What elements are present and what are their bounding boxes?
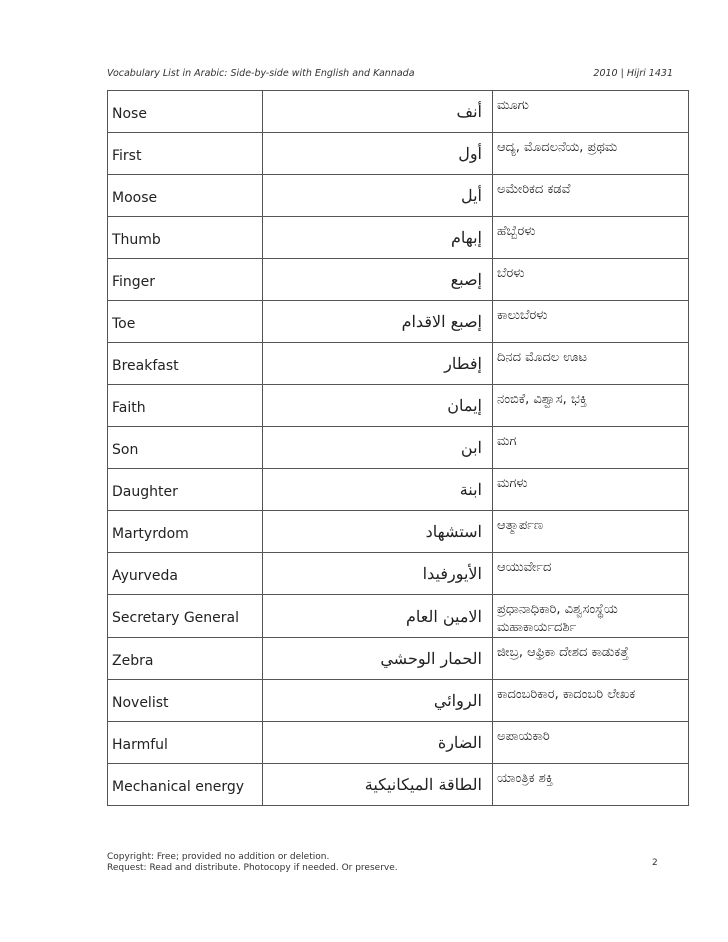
arabic-term: إيمان: [263, 385, 493, 427]
english-term: Nose: [108, 91, 263, 133]
arabic-term: الروائي: [263, 680, 493, 722]
english-term: Moose: [108, 175, 263, 217]
arabic-term: إفطار: [263, 343, 493, 385]
english-term: Zebra: [108, 638, 263, 680]
arabic-term: أيل: [263, 175, 493, 217]
arabic-term: إصبع: [263, 259, 493, 301]
table-row: [108, 217, 689, 259]
kannada-term: ಯಾಂತ್ರಿಕ ಶಕ್ತಿ: [493, 764, 689, 806]
arabic-term: الحمار الوحشي: [263, 638, 493, 680]
english-term: Harmful: [108, 722, 263, 764]
arabic-term: إصبع الاقدام: [263, 301, 493, 343]
kannada-term: ಅಪಾಯಕಾರಿ: [493, 722, 689, 764]
kannada-term: ಮಗ: [493, 427, 689, 469]
kannada-term: ಹೆಬ್ಬೆರಳು: [493, 217, 689, 259]
table-row: [108, 427, 689, 469]
header-date: 2010 | Hijri 1431: [593, 68, 673, 79]
table-row: [108, 91, 689, 133]
kannada-term: ಕಾದಂಬರಿಕಾರ, ಕಾದಂಬರಿ ಲೇಖಕ: [493, 680, 689, 722]
header-title: Vocabulary List in Arabic: Side-by-side with English and Kannada: [107, 68, 415, 79]
table-row: [108, 511, 689, 553]
kannada-term: ಜೀಬ್ರ, ಆಫ್ರಿಕಾ ದೇಶದ ಕಾಡುಕತ್ತೆ: [493, 638, 689, 680]
footer-request: Request: Read and distribute. Photocopy if needed. Or preserve.: [107, 863, 398, 873]
english-term: Martyrdom: [108, 511, 263, 553]
english-term: First: [108, 133, 263, 175]
table-row: [108, 764, 689, 806]
english-term: Son: [108, 427, 263, 469]
table-row: [108, 638, 689, 680]
kannada-term: ಮಗಳು: [493, 469, 689, 511]
english-term: Daughter: [108, 469, 263, 511]
kannada-term: ಮೂಗು: [493, 91, 689, 133]
english-term: Secretary General: [108, 595, 263, 638]
arabic-term: أول: [263, 133, 493, 175]
kannada-term: ಆಯುರ್ವೇದ: [493, 553, 689, 595]
page-footer: [107, 852, 398, 874]
english-term: Faith: [108, 385, 263, 427]
table-row: [108, 680, 689, 722]
english-term: Ayurveda: [108, 553, 263, 595]
vocabulary-table-body: [108, 91, 689, 806]
page-number: 2: [652, 858, 658, 868]
arabic-term: أنف: [263, 91, 493, 133]
arabic-term: ابن: [263, 427, 493, 469]
kannada-term: ದಿನದ ಮೊದಲ ಊಟ: [493, 343, 689, 385]
kannada-term: ನಂಬಿಕೆ, ವಿಶ್ವಾಸ, ಭಕ್ತಿ: [493, 385, 689, 427]
arabic-term: استشهاد: [263, 511, 493, 553]
english-term: Breakfast: [108, 343, 263, 385]
kannada-term: ಆದ್ಯ, ಮೊದಲನೆಯ, ಪ್ರಥಮ: [493, 133, 689, 175]
arabic-term: الامين العام: [263, 595, 493, 638]
table-row: [108, 722, 689, 764]
kannada-term: ಪ್ರಧಾನಾಧಿಕಾರಿ, ವಿಶ್ವಸಂಸ್ಥೆಯ ಮಹಾಕಾರ್ಯದರ್ಶಿ: [493, 595, 689, 638]
arabic-term: الأيورفيدا: [263, 553, 493, 595]
table-row: [108, 553, 689, 595]
page-header: [107, 68, 673, 84]
arabic-term: الضارة: [263, 722, 493, 764]
table-row: [108, 595, 689, 638]
table-row: [108, 175, 689, 217]
english-term: Novelist: [108, 680, 263, 722]
table-row: [108, 469, 689, 511]
english-term: Toe: [108, 301, 263, 343]
arabic-term: ابنة: [263, 469, 493, 511]
footer-copyright: Copyright: Free; provided no addition or deletion.: [107, 852, 330, 862]
arabic-term: الطاقة الميكانيكية: [263, 764, 493, 806]
table-row: [108, 385, 689, 427]
table-row: [108, 343, 689, 385]
english-term: Mechanical energy: [108, 764, 263, 806]
kannada-term: ಕಾಲುಬೆರಳು: [493, 301, 689, 343]
table-row: [108, 301, 689, 343]
english-term: Finger: [108, 259, 263, 301]
table-row: [108, 259, 689, 301]
english-term: Thumb: [108, 217, 263, 259]
vocabulary-table: [107, 90, 689, 806]
arabic-term: إبهام: [263, 217, 493, 259]
kannada-term: ಬೆರಳು: [493, 259, 689, 301]
kannada-term: ಆತ್ಮಾರ್ಪಣ: [493, 511, 689, 553]
table-row: [108, 133, 689, 175]
kannada-term: ಅಮೇರಿಕದ ಕಡವೆ: [493, 175, 689, 217]
